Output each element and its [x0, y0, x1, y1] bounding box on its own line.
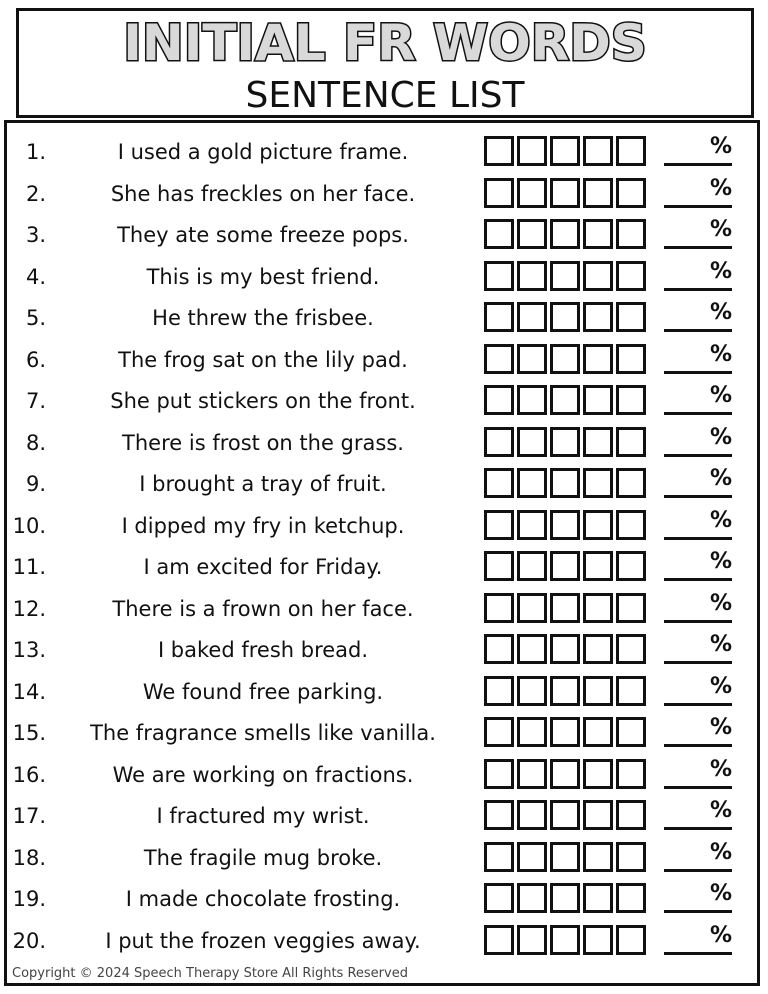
trial-checkbox[interactable] — [484, 510, 514, 540]
sentence-text: This is my best friend. — [146, 264, 380, 289]
trial-checkbox[interactable] — [484, 302, 514, 332]
sentence-row — [0, 879, 768, 920]
sentence-row — [0, 298, 768, 339]
trial-checkbox[interactable] — [583, 634, 613, 664]
trial-checkbox[interactable] — [484, 800, 514, 830]
sentence-row — [0, 464, 768, 505]
trial-checkbox[interactable] — [484, 385, 514, 415]
percent-blank-line[interactable] — [664, 620, 732, 623]
sentence-text: They ate some freeze pops. — [117, 223, 409, 247]
sentence-row — [0, 423, 768, 464]
sentence-text: He threw the frisbee. — [152, 306, 374, 330]
trial-checkbox[interactable] — [583, 344, 613, 374]
trial-checkboxes — [484, 427, 646, 457]
trial-checkbox[interactable] — [550, 634, 580, 664]
trial-checkbox[interactable] — [583, 261, 613, 291]
trial-checkbox[interactable] — [583, 883, 613, 913]
sentence-text: There is frost on the grass. — [122, 430, 404, 455]
sentence-text: I brought a tray of fruit. — [139, 472, 387, 496]
trial-checkbox[interactable] — [616, 261, 646, 291]
row-number: 14. — [12, 679, 46, 704]
sentence-text: She put stickers on the front. — [110, 389, 416, 413]
trial-checkboxes — [484, 717, 646, 747]
trial-checkbox[interactable] — [550, 178, 580, 208]
copyright-notice: Copyright © 2024 Speech Therapy Store All Rights Reserved — [12, 966, 408, 981]
trial-checkbox[interactable] — [550, 427, 580, 457]
trial-checkbox[interactable] — [517, 427, 547, 457]
row-number: 19. — [12, 887, 46, 911]
trial-checkbox[interactable] — [583, 510, 613, 540]
sentence-text: We found free parking. — [142, 679, 384, 704]
trial-checkbox[interactable] — [484, 925, 514, 955]
sentence-row — [0, 381, 768, 422]
percent-blank-line[interactable] — [664, 163, 732, 166]
percent-blank-line[interactable] — [664, 869, 732, 872]
trial-checkboxes — [484, 842, 646, 872]
trial-checkbox[interactable] — [517, 925, 547, 955]
trial-checkbox[interactable] — [616, 385, 646, 415]
percent-sign: % — [709, 798, 733, 823]
trial-checkbox[interactable] — [517, 717, 547, 747]
trial-checkbox[interactable] — [583, 717, 613, 747]
trial-checkbox[interactable] — [583, 427, 613, 457]
sentence-row — [0, 340, 768, 381]
trial-checkbox[interactable] — [484, 219, 514, 249]
page-title: INITIAL FR WORDS — [123, 14, 647, 72]
trial-checkbox[interactable] — [484, 427, 514, 457]
trial-checkboxes — [484, 178, 646, 208]
trial-checkbox[interactable] — [550, 676, 580, 706]
percent-blank-line[interactable] — [664, 827, 732, 830]
trial-checkbox[interactable] — [517, 510, 547, 540]
trial-checkbox[interactable] — [550, 344, 580, 374]
percent-blank-line[interactable] — [664, 246, 732, 249]
trial-checkboxes — [484, 925, 646, 955]
trial-checkbox[interactable] — [517, 468, 547, 498]
row-number: 18. — [12, 845, 46, 870]
trial-checkbox[interactable] — [517, 261, 547, 291]
percent-blank-line[interactable] — [664, 454, 732, 457]
percent-sign: % — [709, 881, 733, 906]
trial-checkboxes — [484, 551, 646, 581]
trial-checkbox[interactable] — [583, 593, 613, 623]
percent-blank-line[interactable] — [664, 744, 732, 747]
row-number: 2. — [25, 181, 46, 206]
trial-checkbox[interactable] — [550, 925, 580, 955]
row-number: 1. — [25, 140, 46, 164]
sentence-row — [0, 257, 768, 298]
trial-checkbox[interactable] — [484, 593, 514, 623]
trial-checkbox[interactable] — [484, 344, 514, 374]
percent-blank-line[interactable] — [664, 910, 732, 913]
trial-checkbox[interactable] — [517, 385, 547, 415]
trial-checkbox[interactable] — [616, 925, 646, 955]
trial-checkbox[interactable] — [616, 178, 646, 208]
sentence-row — [0, 174, 768, 215]
trial-checkbox[interactable] — [616, 219, 646, 249]
trial-checkboxes — [484, 302, 646, 332]
trial-checkbox[interactable] — [484, 178, 514, 208]
trial-checkboxes — [484, 136, 646, 166]
sentence-text: The fragrance smells like vanilla. — [90, 721, 436, 745]
trial-checkbox[interactable] — [517, 344, 547, 374]
sentence-row — [0, 921, 768, 962]
trial-checkbox[interactable] — [550, 219, 580, 249]
sentence-text: I fractured my wrist. — [156, 804, 370, 828]
percent-sign: % — [709, 175, 733, 201]
trial-checkbox[interactable] — [484, 717, 514, 747]
sentence-text: I made chocolate frosting. — [125, 887, 401, 911]
trial-checkbox[interactable] — [550, 593, 580, 623]
trial-checkbox[interactable] — [550, 717, 580, 747]
page-subtitle: SENTENCE LIST — [245, 75, 525, 116]
trial-checkbox[interactable] — [550, 759, 580, 789]
row-number: 6. — [25, 347, 46, 372]
percent-blank-line[interactable] — [664, 661, 732, 664]
percent-sign: % — [709, 715, 733, 740]
row-number: 16. — [12, 762, 46, 787]
sentence-row — [0, 132, 768, 173]
row-number: 13. — [12, 638, 46, 662]
sentence-text: The fragile mug broke. — [143, 845, 383, 870]
sentence-text: We are working on fractions. — [112, 762, 414, 787]
percent-blank-line[interactable] — [664, 578, 732, 581]
trial-checkboxes — [484, 593, 646, 623]
percent-blank-line[interactable] — [664, 329, 732, 332]
trial-checkbox[interactable] — [616, 634, 646, 664]
trial-checkbox[interactable] — [517, 883, 547, 913]
trial-checkboxes — [484, 634, 646, 664]
percent-sign: % — [709, 922, 733, 948]
trial-checkbox[interactable] — [517, 676, 547, 706]
trial-checkbox[interactable] — [484, 759, 514, 789]
sentence-row — [0, 630, 768, 671]
sentence-row — [0, 672, 768, 713]
percent-sign: % — [709, 424, 733, 450]
trial-checkbox[interactable] — [517, 800, 547, 830]
sentence-text: There is a frown on her face. — [112, 596, 414, 621]
percent-sign: % — [709, 756, 733, 782]
percent-sign: % — [709, 507, 733, 533]
percent-blank-line[interactable] — [664, 786, 732, 789]
sentence-row — [0, 796, 768, 837]
trial-checkbox[interactable] — [517, 219, 547, 249]
percent-sign: % — [709, 258, 733, 284]
trial-checkbox[interactable] — [616, 759, 646, 789]
percent-sign: % — [709, 341, 733, 367]
percent-sign: % — [709, 632, 733, 657]
sentence-row — [0, 547, 768, 588]
percent-sign: % — [709, 217, 733, 242]
trial-checkboxes — [484, 800, 646, 830]
trial-checkboxes — [484, 261, 646, 291]
trial-checkboxes — [484, 883, 646, 913]
trial-checkbox[interactable] — [616, 302, 646, 332]
trial-checkbox[interactable] — [583, 468, 613, 498]
trial-checkbox[interactable] — [484, 468, 514, 498]
percent-sign: % — [709, 549, 733, 574]
trial-checkbox[interactable] — [484, 842, 514, 872]
trial-checkbox[interactable] — [550, 385, 580, 415]
row-number: 7. — [25, 389, 46, 413]
trial-checkbox[interactable] — [484, 551, 514, 581]
trial-checkbox[interactable] — [517, 634, 547, 664]
row-number: 11. — [12, 555, 46, 579]
trial-checkbox[interactable] — [616, 717, 646, 747]
row-number: 10. — [12, 513, 46, 538]
trial-checkboxes — [484, 510, 646, 540]
trial-checkbox[interactable] — [550, 842, 580, 872]
percent-sign: % — [709, 383, 733, 408]
sentence-text: I baked fresh bread. — [157, 638, 369, 662]
percent-sign: % — [709, 673, 733, 699]
trial-checkbox[interactable] — [616, 883, 646, 913]
trial-checkbox[interactable] — [583, 219, 613, 249]
trial-checkbox[interactable] — [583, 385, 613, 415]
trial-checkbox[interactable] — [550, 800, 580, 830]
trial-checkbox[interactable] — [583, 925, 613, 955]
sentence-row — [0, 506, 768, 547]
trial-checkbox[interactable] — [583, 178, 613, 208]
trial-checkbox[interactable] — [616, 593, 646, 623]
percent-blank-line[interactable] — [664, 537, 732, 540]
trial-checkbox[interactable] — [484, 136, 514, 166]
trial-checkbox[interactable] — [484, 676, 514, 706]
row-number: 8. — [25, 430, 46, 455]
trial-checkbox[interactable] — [616, 800, 646, 830]
trial-checkbox[interactable] — [583, 302, 613, 332]
percent-sign: % — [709, 839, 733, 865]
trial-checkbox[interactable] — [583, 842, 613, 872]
trial-checkboxes — [484, 344, 646, 374]
trial-checkbox[interactable] — [517, 759, 547, 789]
trial-checkbox[interactable] — [583, 551, 613, 581]
trial-checkboxes — [484, 468, 646, 498]
trial-checkbox[interactable] — [550, 551, 580, 581]
sentence-text: I put the frozen veggies away. — [105, 928, 421, 953]
trial-checkbox[interactable] — [616, 842, 646, 872]
trial-checkbox[interactable] — [550, 302, 580, 332]
sentence-row — [0, 838, 768, 879]
row-number: 17. — [12, 804, 46, 828]
sentence-row — [0, 713, 768, 754]
sentence-text: I used a gold picture frame. — [117, 140, 409, 164]
trial-checkbox[interactable] — [616, 136, 646, 166]
trial-checkbox[interactable] — [517, 842, 547, 872]
row-number: 4. — [25, 264, 46, 289]
sentence-text: The frog sat on the lily pad. — [118, 347, 408, 372]
trial-checkbox[interactable] — [517, 136, 547, 166]
row-number: 9. — [25, 472, 46, 496]
row-number: 12. — [12, 596, 46, 621]
percent-blank-line[interactable] — [664, 371, 732, 374]
trial-checkbox[interactable] — [616, 468, 646, 498]
trial-checkbox[interactable] — [550, 136, 580, 166]
trial-checkbox[interactable] — [517, 593, 547, 623]
percent-blank-line[interactable] — [664, 495, 732, 498]
percent-blank-line[interactable] — [664, 952, 732, 955]
trial-checkbox[interactable] — [583, 136, 613, 166]
trial-checkbox[interactable] — [484, 634, 514, 664]
trial-checkbox[interactable] — [616, 676, 646, 706]
trial-checkbox[interactable] — [484, 261, 514, 291]
sentence-row — [0, 755, 768, 796]
row-number: 20. — [12, 928, 46, 953]
sentence-text: She has freckles on her face. — [110, 181, 416, 206]
row-number: 5. — [25, 306, 46, 330]
percent-blank-line[interactable] — [664, 703, 732, 706]
trial-checkboxes — [484, 676, 646, 706]
percent-sign: % — [709, 134, 733, 159]
percent-blank-line[interactable] — [664, 205, 732, 208]
trial-checkboxes — [484, 219, 646, 249]
trial-checkbox[interactable] — [583, 759, 613, 789]
sentence-row — [0, 215, 768, 256]
trial-checkbox[interactable] — [550, 468, 580, 498]
trial-checkbox[interactable] — [484, 883, 514, 913]
percent-sign: % — [709, 590, 733, 616]
trial-checkbox[interactable] — [616, 551, 646, 581]
trial-checkbox[interactable] — [550, 510, 580, 540]
sentence-text: I dipped my fry in ketchup. — [121, 513, 405, 538]
trial-checkbox[interactable] — [616, 427, 646, 457]
trial-checkbox[interactable] — [616, 344, 646, 374]
sentence-text: I am excited for Friday. — [143, 555, 383, 579]
percent-blank-line[interactable] — [664, 412, 732, 415]
trial-checkboxes — [484, 385, 646, 415]
row-number: 3. — [25, 223, 46, 247]
trial-checkbox[interactable] — [583, 800, 613, 830]
percent-sign: % — [709, 466, 733, 491]
percent-sign: % — [709, 300, 733, 325]
header-box — [16, 8, 754, 118]
trial-checkboxes — [484, 759, 646, 789]
trial-checkbox[interactable] — [616, 510, 646, 540]
trial-checkbox[interactable] — [583, 676, 613, 706]
trial-checkbox[interactable] — [517, 551, 547, 581]
trial-checkbox[interactable] — [517, 302, 547, 332]
trial-checkbox[interactable] — [517, 178, 547, 208]
row-number: 15. — [12, 721, 46, 745]
trial-checkbox[interactable] — [550, 883, 580, 913]
trial-checkbox[interactable] — [550, 261, 580, 291]
percent-blank-line[interactable] — [664, 288, 732, 291]
sentence-row — [0, 589, 768, 630]
